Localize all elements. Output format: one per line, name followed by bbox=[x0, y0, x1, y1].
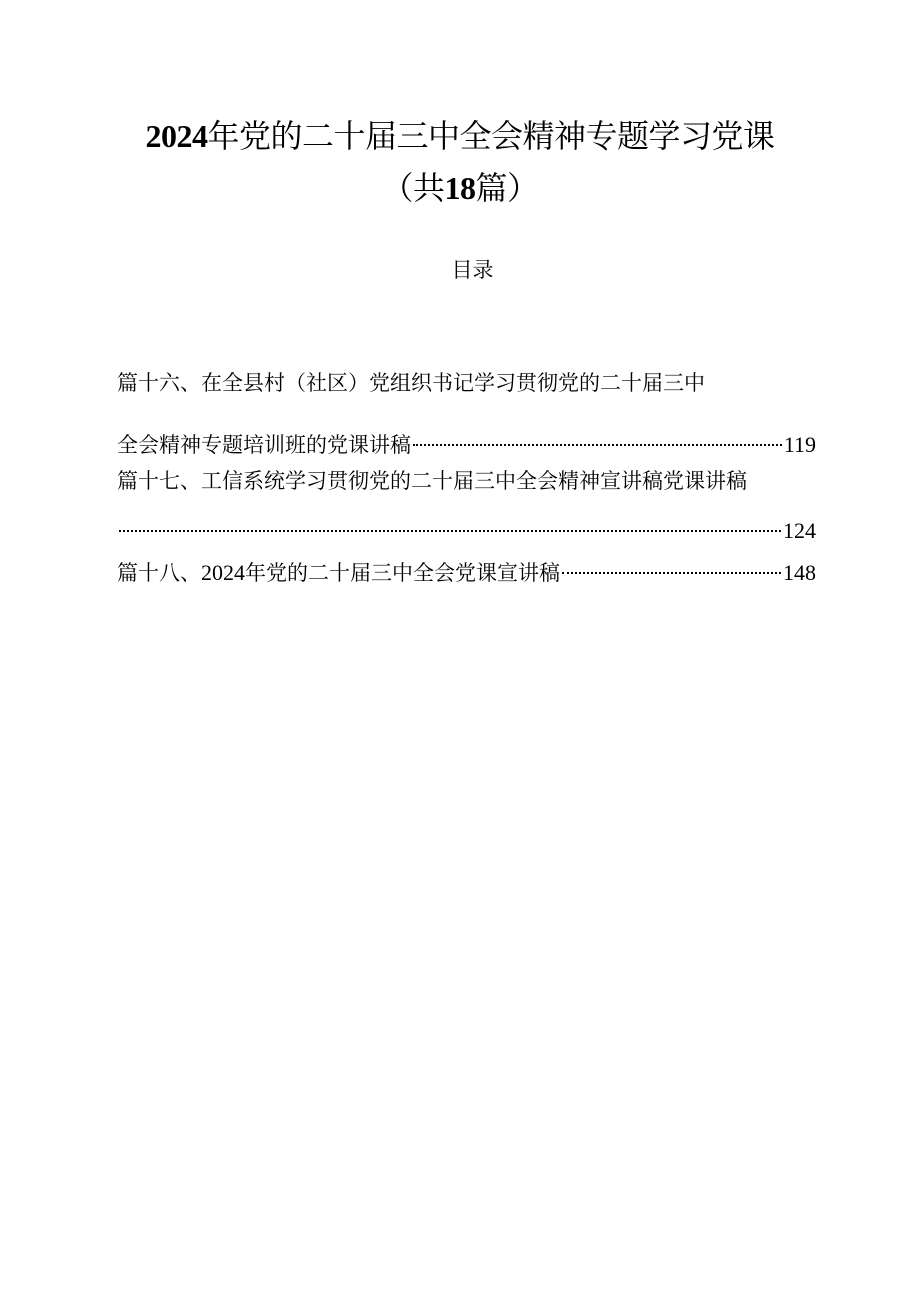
title-count: 18 bbox=[444, 170, 476, 206]
toc-entry-title-continued: 全会精神专题培训班的党课讲稿 bbox=[117, 433, 411, 457]
title-year: 2024 bbox=[145, 118, 208, 154]
toc-page-number: 124 bbox=[783, 518, 816, 543]
toc-entry-prefix: 篇十八、 bbox=[117, 561, 201, 585]
toc-entry-title bbox=[117, 559, 560, 587]
toc-heading: 目录 bbox=[451, 258, 494, 282]
title-paren-open: （共 bbox=[381, 169, 445, 207]
title-text: 年党的二十届三中全会精神专题学习党课 bbox=[207, 117, 775, 155]
toc-entry[interactable] bbox=[117, 552, 816, 585]
dot-leader bbox=[413, 424, 782, 452]
toc-entry-line bbox=[117, 510, 816, 543]
dot-leader bbox=[562, 552, 781, 580]
toc-page-number: 148 bbox=[783, 560, 816, 585]
toc-entry-rest: 年党的二十届三中全会党课宣讲稿 bbox=[245, 561, 560, 585]
document-title-line-2 bbox=[60, 168, 860, 208]
toc-entry-year: 2024 bbox=[201, 560, 245, 585]
toc-entry-title: 篇十七、工信系统学习贯彻党的二十届三中全会精神宣讲稿党课讲稿 bbox=[117, 469, 747, 493]
dot-leader bbox=[119, 510, 781, 538]
toc-entry-line bbox=[117, 369, 816, 397]
document-title-line-1 bbox=[60, 116, 860, 156]
toc-entry-line bbox=[117, 424, 816, 457]
toc-entry-title: 篇十六、在全县村（社区）党组织书记学习贯彻党的二十届三中 bbox=[117, 371, 705, 395]
toc-entry[interactable] bbox=[117, 369, 816, 457]
toc-entry[interactable] bbox=[117, 467, 816, 543]
title-paren-close: 篇） bbox=[475, 169, 539, 207]
toc-entry-line bbox=[117, 467, 816, 495]
toc-page-number: 119 bbox=[783, 432, 816, 457]
toc-entry-line bbox=[117, 552, 816, 585]
